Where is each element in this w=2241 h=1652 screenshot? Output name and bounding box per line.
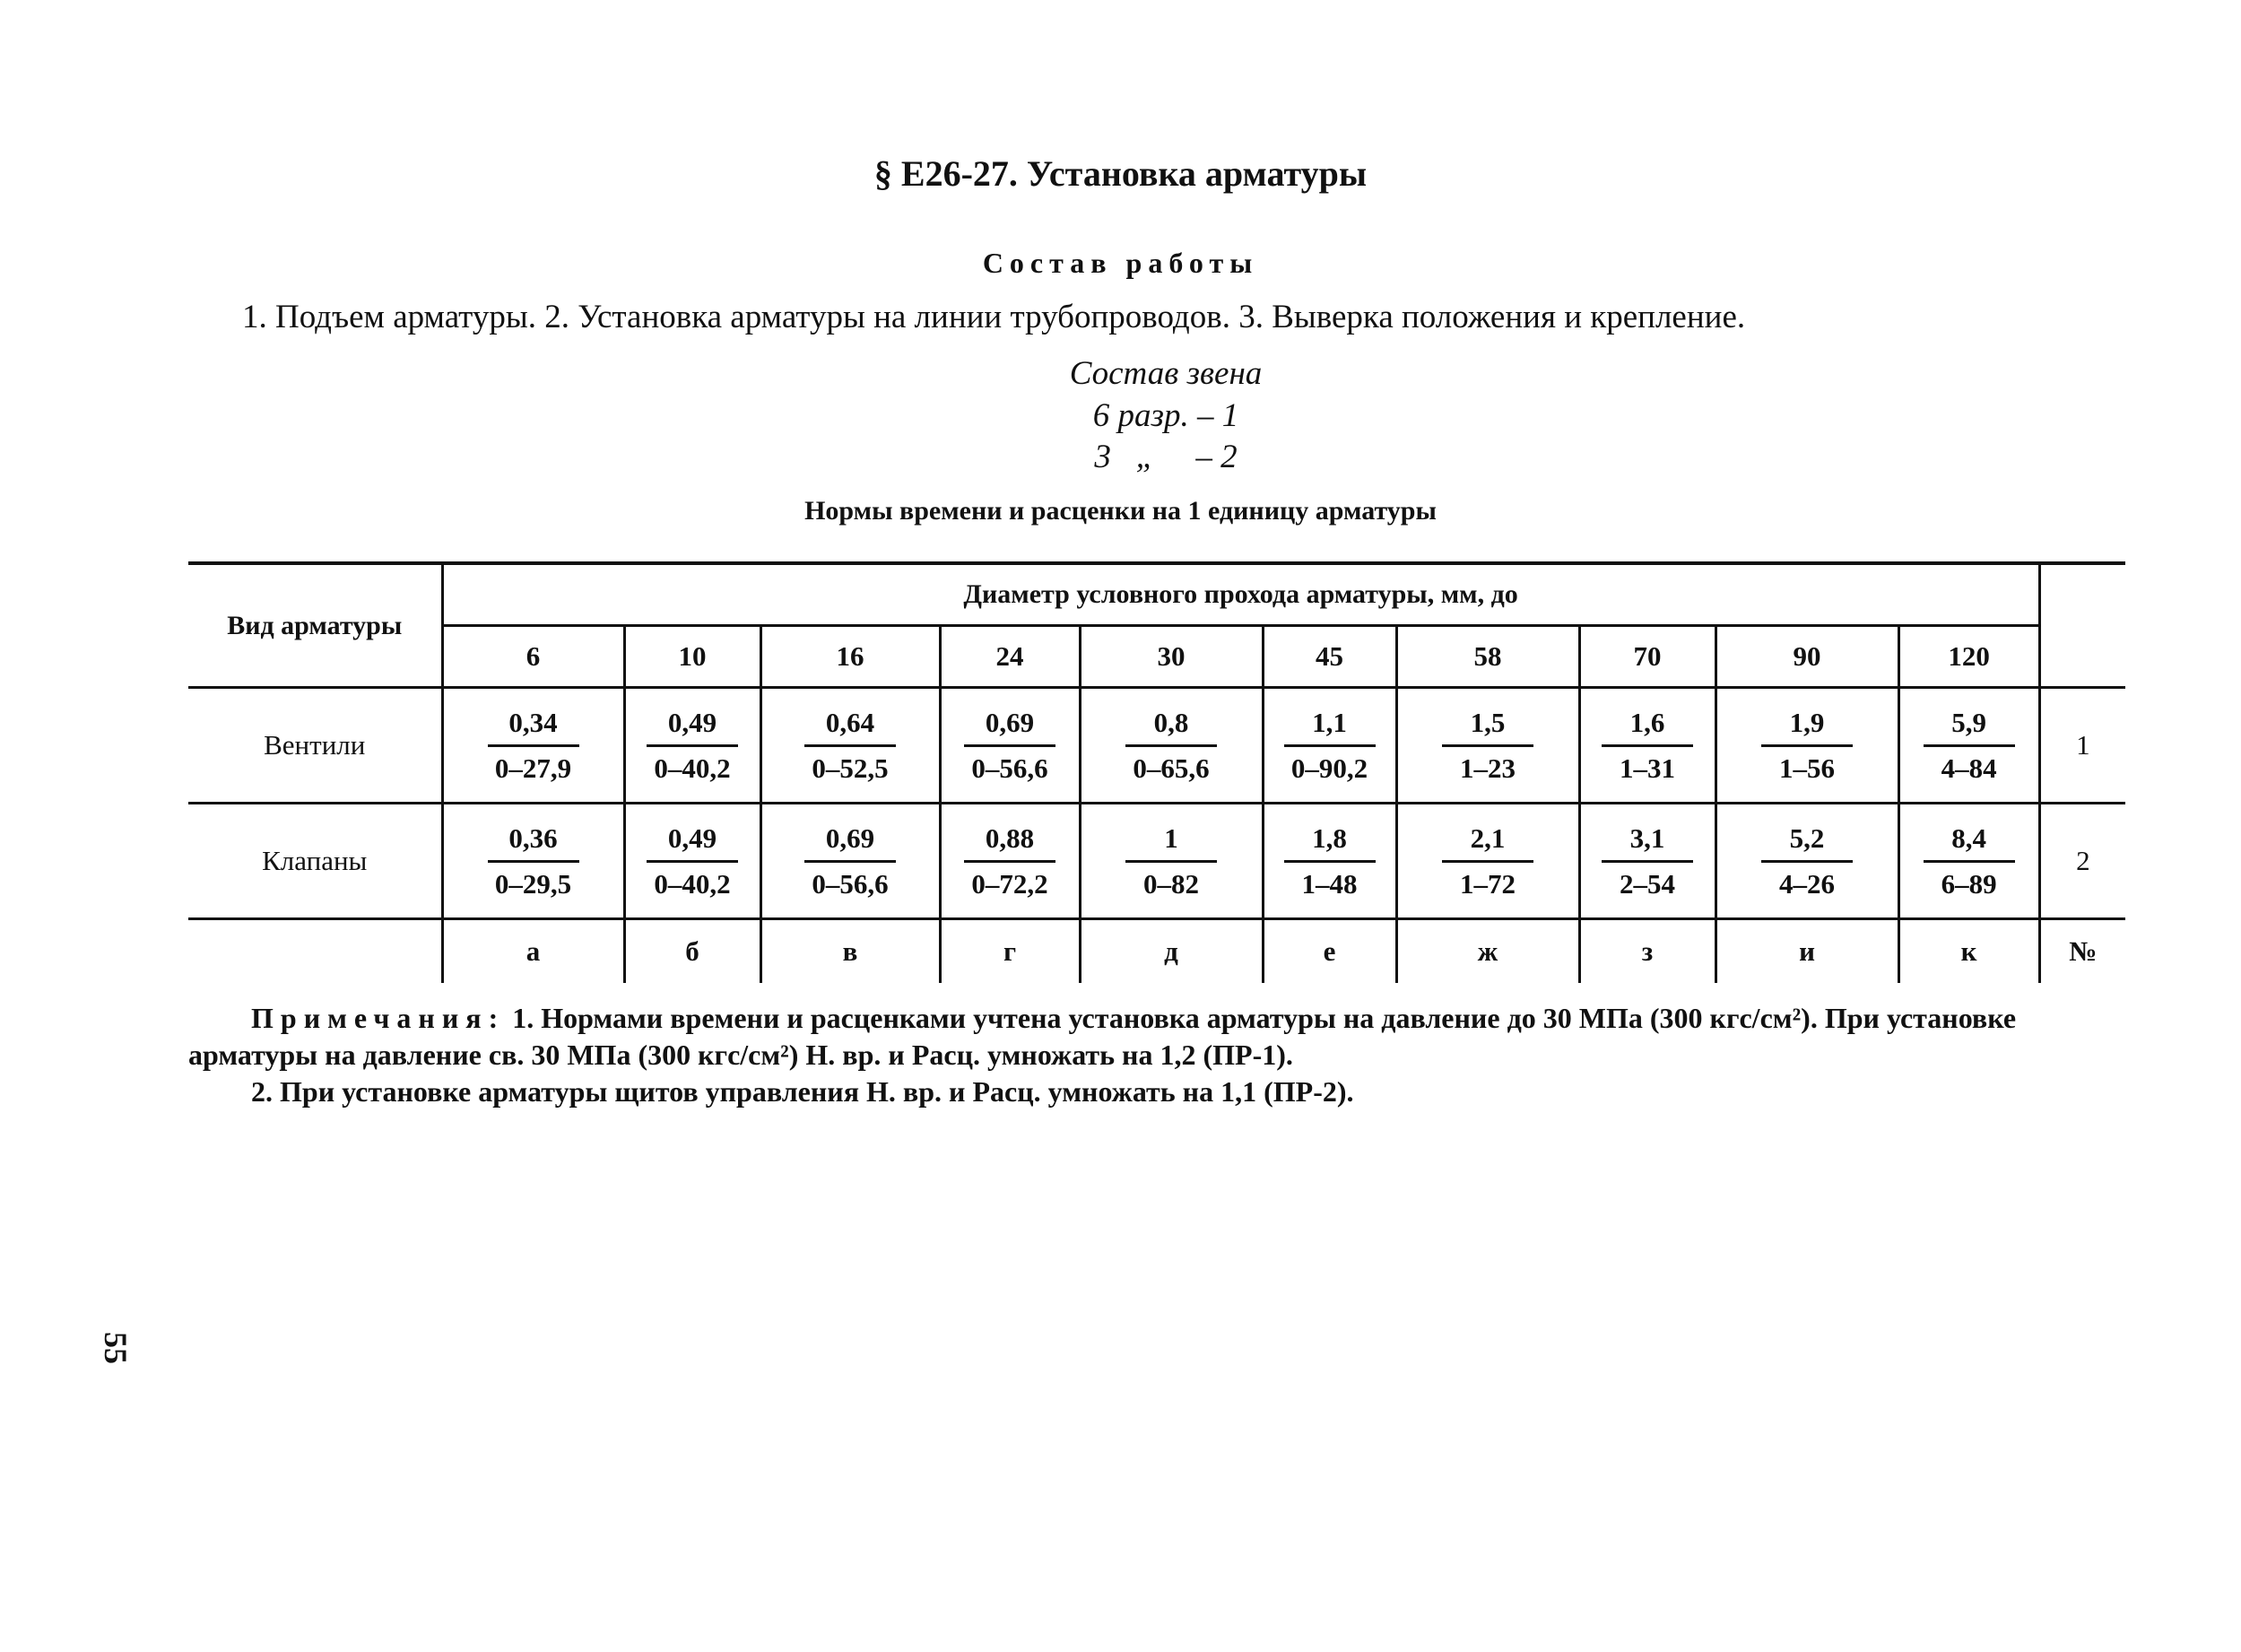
empty-cell <box>188 919 442 984</box>
row-name: Вентили <box>188 688 442 804</box>
norm-cell <box>624 804 760 919</box>
time-norm: 2,1 <box>1442 822 1533 863</box>
price-rate: 4–84 <box>1941 752 1997 784</box>
diameter-header-cell: 10 <box>624 626 760 688</box>
diameter-header-cell: 16 <box>760 626 940 688</box>
norm-fraction <box>964 822 1055 900</box>
norm-cell <box>1898 804 2039 919</box>
time-norm: 1,6 <box>1602 707 1693 747</box>
norm-fraction <box>964 707 1055 785</box>
diameter-header-cell: 90 <box>1715 626 1898 688</box>
norm-cell <box>1263 804 1396 919</box>
diameter-row <box>188 626 2125 688</box>
time-norm: 1,1 <box>1284 707 1376 747</box>
norm-fraction <box>647 707 738 785</box>
price-rate: 0–82 <box>1143 867 1199 900</box>
norm-cell <box>760 688 940 804</box>
diameter-header-cell: 6 <box>442 626 624 688</box>
norm-fraction <box>488 707 579 785</box>
norm-cell <box>442 688 624 804</box>
price-rate: 1–31 <box>1620 752 1675 784</box>
norm-fraction <box>1125 822 1217 900</box>
norm-fraction <box>1924 707 2015 785</box>
time-norm: 8,4 <box>1924 822 2015 863</box>
table-row <box>188 804 2125 919</box>
norm-cell <box>624 688 760 804</box>
crew-line-2: 3 „ – 2 <box>1094 439 1238 475</box>
norm-cell <box>1579 804 1715 919</box>
time-norm: 3,1 <box>1602 822 1693 863</box>
time-norm: 5,9 <box>1924 707 2015 747</box>
norm-cell <box>940 688 1080 804</box>
norm-fraction <box>804 707 896 785</box>
notes-label: Примечания: <box>251 1002 506 1034</box>
norm-fraction <box>1924 822 2015 900</box>
norm-cell <box>442 804 624 919</box>
norm-fraction <box>1442 822 1533 900</box>
price-rate: 1–72 <box>1460 867 1516 900</box>
column-letter: к <box>1898 919 2039 984</box>
time-norm: 0,49 <box>647 707 738 747</box>
diameter-header-cell: 45 <box>1263 626 1396 688</box>
crew-line-1: 6 разр. – 1 <box>1092 397 1239 434</box>
time-norm: 0,49 <box>647 822 738 863</box>
page-number: 55 <box>98 1332 134 1364</box>
note-1-text: 1. Нормами времени и расценками учтена установка арматуры на давление до 30 МПа (300 кгс/см²). При установке арматуры на давление св. 30 МПа (300 кгс/см²) Н. вр. и Расц. умножать на 1,2 (ПР-1). <box>188 1002 2017 1071</box>
norm-cell <box>1579 688 1715 804</box>
price-rate: 0–56,6 <box>812 867 889 900</box>
diameter-header-cell: 24 <box>940 626 1080 688</box>
norm-cell <box>760 804 940 919</box>
column-letter: в <box>760 919 940 984</box>
norm-fraction <box>1602 707 1693 785</box>
norm-fraction <box>1125 707 1217 785</box>
norm-cell <box>1715 804 1898 919</box>
norm-cell <box>1898 688 2039 804</box>
time-norm: 0,34 <box>488 707 579 747</box>
time-norm: 5,2 <box>1761 822 1853 863</box>
norm-fraction <box>1602 822 1693 900</box>
column-letter: и <box>1715 919 1898 984</box>
time-norm: 0,36 <box>488 822 579 863</box>
price-rate: 0–29,5 <box>494 867 572 900</box>
column-header-number <box>2039 563 2125 688</box>
diameter-header-cell: 120 <box>1898 626 2039 688</box>
time-norm: 1,9 <box>1761 707 1853 747</box>
time-norm: 1,5 <box>1442 707 1533 747</box>
column-letters-row <box>188 919 2125 984</box>
column-letter: з <box>1579 919 1715 984</box>
price-rate: 6–89 <box>1941 867 1997 900</box>
column-letter: д <box>1080 919 1263 984</box>
crew-composition-heading: Состав звена <box>1069 355 1263 392</box>
norm-fraction <box>1761 707 1853 785</box>
norm-fraction <box>1284 707 1376 785</box>
number-label: № <box>2039 919 2125 984</box>
row-number: 1 <box>2039 688 2125 804</box>
price-rate: 1–56 <box>1779 752 1835 784</box>
work-composition-heading: Состав работы <box>982 247 1259 279</box>
time-norm: 0,69 <box>804 822 896 863</box>
price-rate: 2–54 <box>1620 867 1675 900</box>
column-letter: е <box>1263 919 1396 984</box>
price-rate: 0–72,2 <box>971 867 1048 900</box>
price-rate: 0–40,2 <box>654 867 731 900</box>
price-rate: 0–65,6 <box>1133 752 1210 784</box>
time-norm: 1,8 <box>1284 822 1376 863</box>
norm-fraction <box>488 822 579 900</box>
column-letter: г <box>940 919 1080 984</box>
norm-cell <box>1396 688 1579 804</box>
norm-cell <box>1080 688 1263 804</box>
column-letter: б <box>624 919 760 984</box>
column-letter: а <box>442 919 624 984</box>
price-rate: 1–48 <box>1301 867 1358 900</box>
norm-fraction <box>1761 822 1853 900</box>
norm-cell <box>1396 804 1579 919</box>
row-number: 2 <box>2039 804 2125 919</box>
time-norm: 0,69 <box>964 707 1055 747</box>
price-rate: 0–56,6 <box>971 752 1048 784</box>
norm-fraction <box>1442 707 1533 785</box>
price-rate: 4–26 <box>1779 867 1835 900</box>
diameter-header-cell: 30 <box>1080 626 1263 688</box>
norm-fraction <box>647 822 738 900</box>
table-row <box>188 688 2125 804</box>
norm-cell <box>1263 688 1396 804</box>
time-norm: 0,8 <box>1125 707 1217 747</box>
norm-cell <box>1080 804 1263 919</box>
norm-cell <box>940 804 1080 919</box>
row-name: Клапаны <box>188 804 442 919</box>
price-rate: 1–23 <box>1460 752 1516 784</box>
section-title: § Е26-27. Установка арматуры <box>873 153 1368 194</box>
column-header-diameter: Диаметр условного прохода арматуры, мм, до <box>442 563 2039 626</box>
diameter-header-cell: 70 <box>1579 626 1715 688</box>
column-letter: ж <box>1396 919 1579 984</box>
note-1 <box>188 1000 2125 1074</box>
notes-block <box>188 1000 2125 1110</box>
time-norm: 0,88 <box>964 822 1055 863</box>
column-header-type: Вид арматуры <box>188 563 442 688</box>
price-rate: 0–52,5 <box>812 752 889 784</box>
price-rate: 0–90,2 <box>1290 752 1368 784</box>
note-2: 2. При установке арматуры щитов управления Н. вр. и Расц. умножать на 1,1 (ПР-2). <box>251 1075 1354 1108</box>
work-composition-text: 1. Подъем арматуры. 2. Установка арматуры на линии трубопроводов. 3. Выверка положения и крепление. <box>242 299 1746 335</box>
time-norm: 1 <box>1125 822 1217 863</box>
norm-cell <box>1715 688 1898 804</box>
price-rate: 0–40,2 <box>654 752 731 784</box>
norms-table <box>188 561 2125 983</box>
norm-fraction <box>1284 822 1376 900</box>
norm-fraction <box>804 822 896 900</box>
diameter-header-cell: 58 <box>1396 626 1579 688</box>
price-rate: 0–27,9 <box>494 752 572 784</box>
table-caption: Нормы времени и расценки на 1 единицу арматуры <box>804 496 1437 526</box>
time-norm: 0,64 <box>804 707 896 747</box>
